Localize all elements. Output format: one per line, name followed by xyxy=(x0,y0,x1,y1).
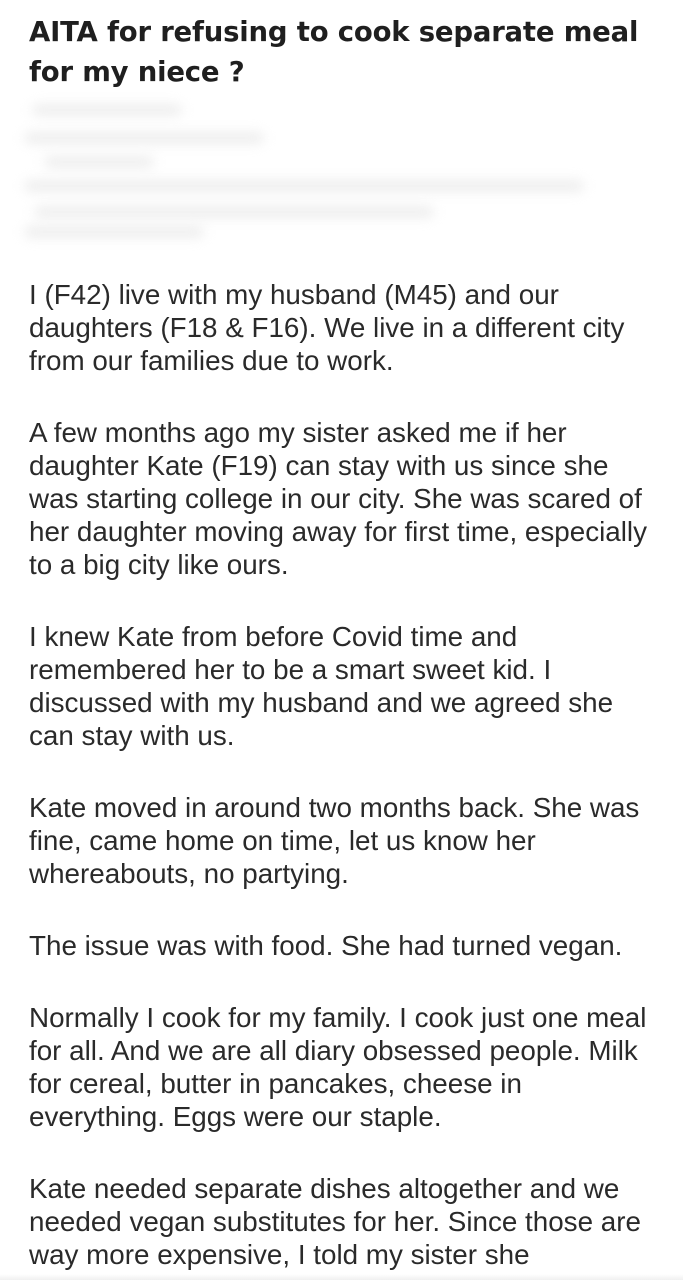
post-paragraph: I knew Kate from before Covid time and remembered her to be a smart sweet kid. I discussed with my husband and we agreed she can stay with us. xyxy=(29,621,614,751)
redacted-post-metadata xyxy=(24,95,624,245)
post-paragraph: Kate moved in around two months back. She was fine, came home on time, let us know her whereabouts, no partying. xyxy=(29,792,640,889)
post-title: AITA for refusing to cook separate meal for my niece ? xyxy=(29,16,639,88)
post-paragraph: Kate needed separate dishes altogether and we needed vegan substitutes for her. Since those are way more expensive, I told my sister she xyxy=(29,1173,641,1270)
post-body xyxy=(29,278,659,1280)
post-paragraph: Normally I cook for my family. I cook just one meal for all. And we are all diary obsessed people. Milk for cereal, butter in pancakes, cheese in everything. Eggs were our staple. xyxy=(29,1002,647,1132)
screenshot-bottom-edge xyxy=(0,1274,683,1280)
post-paragraph: I (F42) live with my husband (M45) and our daughters (F18 & F16). We live in a different city from our families due to work. xyxy=(29,279,625,376)
post-paragraph: A few months ago my sister asked me if her daughter Kate (F19) can stay with us since she was starting college in our city. She was scared of her daughter moving away for first time, especially to a big city like ours. xyxy=(29,417,647,580)
post-paragraph: The issue was with food. She had turned vegan. xyxy=(29,930,623,961)
